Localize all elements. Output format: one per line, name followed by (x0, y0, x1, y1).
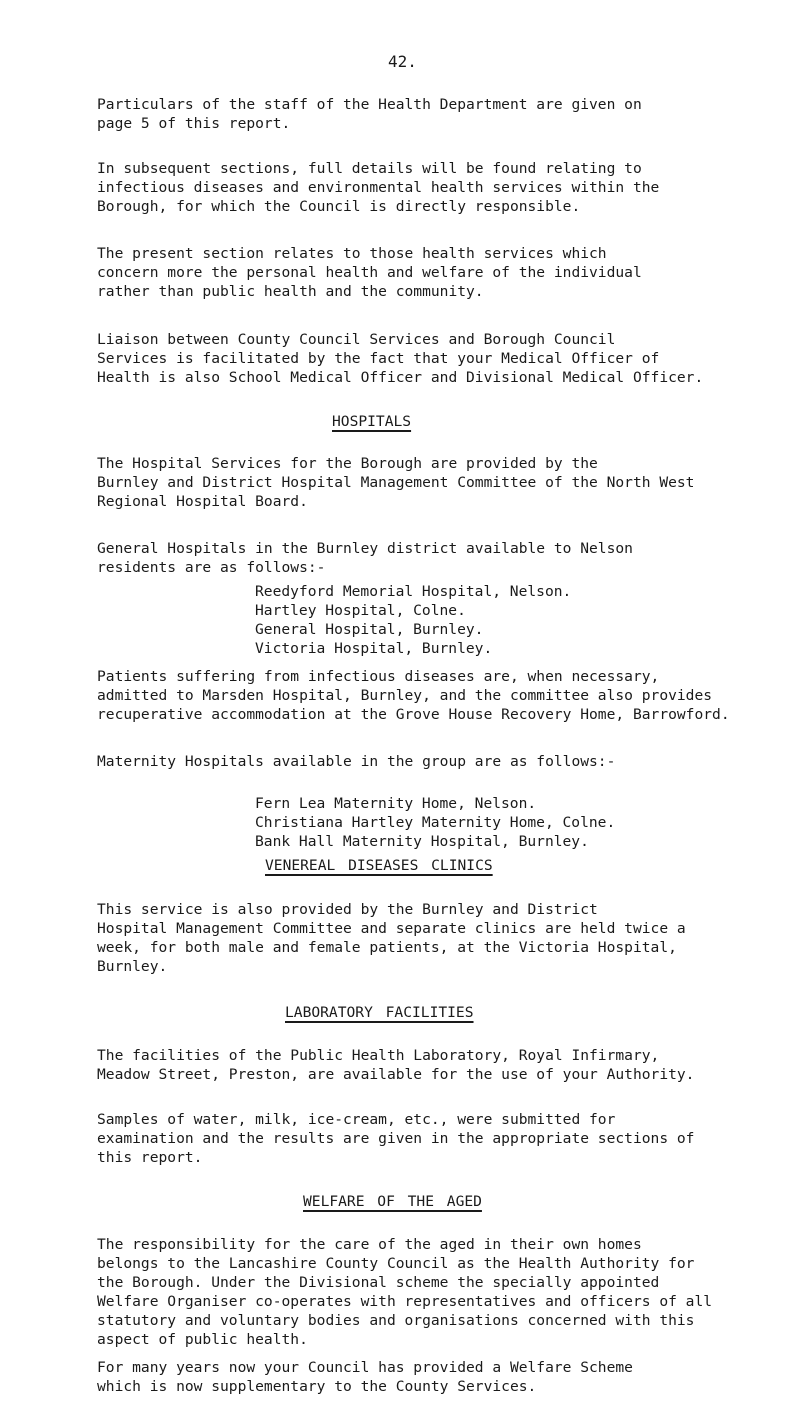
paragraph-venereal-service: This service is also provided by the Burnley and District Hospital Management Committee and separate clinics are held twice a week, for both male and female patients, at the Victoria Hospital, Burnley. (97, 901, 686, 975)
paragraph-infectious-patients: Patients suffering from infectious diseases are, when necessary, admitted to Marsden Hospital, Burnley, and the committee also provides recuperative accommodation at the Grove House Recovery Home, Barrowford. (97, 668, 730, 723)
paragraph-present-section: The present section relates to those health services which concern more the personal health and welfare of the individual rather than public health and the community. (97, 245, 642, 300)
list-item: Hartley Hospital, Colne. (255, 602, 466, 619)
paragraph-hospital-services: The Hospital Services for the Borough are provided by the Burnley and District Hospital Management Committee of the North West Regional Hospital Board. (97, 455, 695, 510)
maternity-hospitals-list (255, 794, 615, 851)
paragraph-subsequent-sections: In subsequent sections, full details will be found relating to infectious diseases and environmental health services within the Borough, for which the Council is directly responsible. (97, 160, 660, 215)
list-item: Victoria Hospital, Burnley. (255, 640, 493, 657)
heading-laboratory-facilities: LABORATORY FACILITIES (285, 1004, 474, 1021)
paragraph-general-hospitals: General Hospitals in the Burnley district available to Nelson residents are as follows:- (97, 540, 633, 576)
page-number: 42. (388, 52, 417, 71)
list-item: Fern Lea Maternity Home, Nelson. (255, 795, 537, 812)
paragraph-maternity-hospitals: Maternity Hospitals available in the group are as follows:- (97, 753, 616, 770)
paragraph-staff-particulars: Particulars of the staff of the Health Department are given on page 5 of this report. (97, 96, 642, 132)
paragraph-aged-responsibility: The responsibility for the care of the aged in their own homes belongs to the Lancashire County Council as the Health Authority for the Borough. Under the Divisional scheme the specially appointed Welfare Organiser co-operates with representatives and officers of all statutory and voluntary bodies and organisations concerned with this aspect of public health. (97, 1236, 713, 1348)
heading-welfare-of-the-aged: WELFARE OF THE AGED (303, 1193, 482, 1210)
list-item: General Hospital, Burnley. (255, 621, 484, 638)
heading-hospitals: HOSPITALS (332, 413, 412, 430)
general-hospitals-list (255, 582, 571, 658)
heading-venereal-diseases-clinics: VENEREAL DISEASES CLINICS (265, 857, 493, 874)
paragraph-welfare-scheme: For many years now your Council has provided a Welfare Scheme which is now supplementary to the County Services. (97, 1359, 633, 1395)
list-item: Bank Hall Maternity Hospital, Burnley. (255, 833, 589, 850)
list-item: Christiana Hartley Maternity Home, Colne. (255, 814, 616, 831)
paragraph-liaison: Liaison between County Council Services and Borough Council Services is facilitated by the fact that your Medical Officer of Health is also School Medical Officer and Divisional Medical Officer. (97, 331, 704, 386)
paragraph-laboratory: The facilities of the Public Health Laboratory, Royal Infirmary, Meadow Street, Preston, are available for the use of your Authority. (97, 1047, 695, 1083)
list-item: Reedyford Memorial Hospital, Nelson. (255, 583, 572, 600)
paragraph-samples: Samples of water, milk, ice-cream, etc., were submitted for examination and the results are given in the appropriate sections of this report. (97, 1111, 695, 1166)
